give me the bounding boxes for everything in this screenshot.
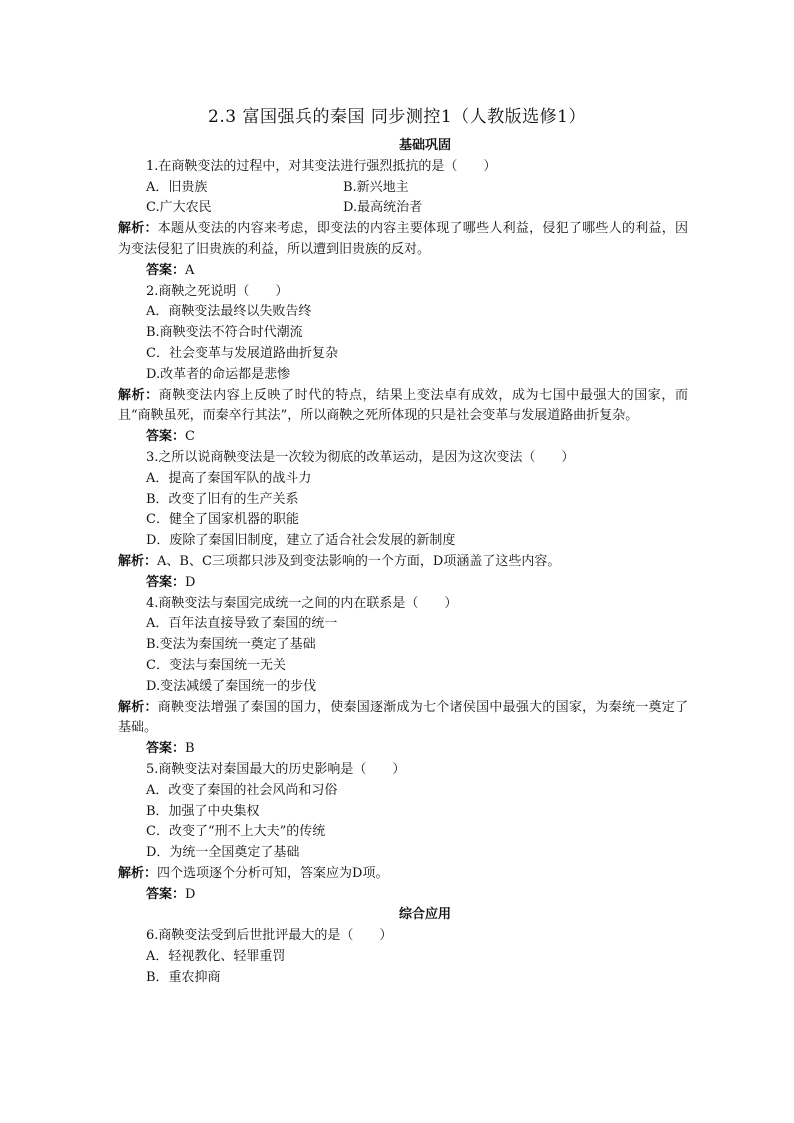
question-3-answer-value: D <box>185 574 196 590</box>
question-5-option-b: B．加强了中央集权 <box>146 803 260 819</box>
question-2-stem: 2.商鞅之死说明（ ） <box>146 283 289 299</box>
analysis-label: 解析： <box>118 699 158 715</box>
document-title: 2.3 富国强兵的秦国 同步测控1（人教版选修1） <box>208 107 586 127</box>
answer-label: 答案： <box>146 429 186 445</box>
question-1-answer <box>118 261 688 282</box>
question-1-answer-value: A <box>185 262 195 278</box>
answer-label: 答案： <box>146 262 186 278</box>
question-4-analysis-text: 商鞅变法增强了秦国的国力，使秦国逐渐成为七个诸侯国中最强大的国家，为秦统一奠定了基础。 <box>118 699 688 736</box>
question-1-analysis-text: 本题从变法的内容来考虑，即变法的内容主要体现了哪些人利益，侵犯了哪些人的利益，因为变法侵犯了旧贵族的利益，所以遭到旧贵族的反对。 <box>118 221 688 257</box>
question-6-option-a: A．轻视教化、轻罪重罚 <box>146 949 286 965</box>
question-5-analysis-text: 四个选项逐个分析可知，答案应为D项。 <box>157 865 389 881</box>
question-2-option-a: A．商鞅变法最终以失败告终 <box>146 304 312 320</box>
question-1-option-b: B.新兴地主 <box>343 179 409 195</box>
question-5-answer-value: D <box>185 886 196 902</box>
section-heading-basic: 基础巩固 <box>398 138 451 153</box>
answer-label: 答案： <box>146 741 186 757</box>
question-3-option-c: C．健全了国家机器的职能 <box>146 512 299 528</box>
question-5-option-c: C．改变了“刑不上大夫”的传统 <box>146 824 326 840</box>
question-5-stem: 5.商鞅变法对秦国最大的历史影响是（ ） <box>146 761 406 777</box>
analysis-label: 解析： <box>118 865 158 881</box>
analysis-label: 解析： <box>118 553 158 569</box>
question-2-analysis <box>118 386 688 428</box>
question-1-option-a: A．旧贵族 <box>146 179 208 195</box>
question-6-option-b: B．重农抑商 <box>146 969 221 985</box>
question-2-option-b: B.商鞅变法不符合时代潮流 <box>146 325 303 341</box>
question-2-option-c: C．社会变革与发展道路曲折复杂 <box>146 345 338 361</box>
question-2-option-d: D.改革者的命运都是悲惨 <box>146 366 291 382</box>
document-body <box>118 136 688 989</box>
question-4-stem: 4.商鞅变法与秦国完成统一之间的内在联系是（ ） <box>146 595 458 611</box>
question-1-options-row-1 <box>118 178 688 199</box>
question-4-answer-value: B <box>185 741 195 757</box>
question-3-answer <box>118 573 688 594</box>
question-6-stem: 6.商鞅变法受到后世批评最大的是（ ） <box>146 928 393 944</box>
question-5-option-d: D．为统一全国奠定了基础 <box>146 845 300 861</box>
question-3-option-a: A．提高了秦国军队的战斗力 <box>146 470 312 486</box>
question-1-option-d: D.最高统治者 <box>343 200 423 216</box>
question-1-option-c: C.广大农民 <box>146 200 212 216</box>
question-1-stem: 1.在商鞅变法的过程中，对其变法进行强烈抵抗的是（ ） <box>146 158 497 174</box>
question-4-option-d: D.变法减缓了秦国统一的步伐 <box>146 678 317 694</box>
question-1-options-row-2 <box>118 198 688 219</box>
question-4-answer <box>118 739 688 760</box>
question-3-option-d: D．废除了秦国旧制度，建立了适合社会发展的新制度 <box>146 533 456 549</box>
question-3-analysis-text: A、B、C三项都只涉及到变法影响的一个方面，D项涵盖了这些内容。 <box>157 553 561 569</box>
section-heading-applied: 综合应用 <box>398 907 451 923</box>
question-3-stem: 3.之所以说商鞅变法是一次较为彻底的改革运动，是因为这次变法（ ） <box>146 449 575 465</box>
question-5-option-a: A．改变了秦国的社会风尚和习俗 <box>146 782 338 798</box>
question-1-analysis <box>118 219 688 261</box>
question-2-answer-value: C <box>185 429 195 445</box>
analysis-label: 解析： <box>118 221 158 237</box>
answer-label: 答案： <box>146 886 186 902</box>
answer-label: 答案： <box>146 574 186 590</box>
question-4-option-a: A．百年法直接导致了秦国的统一 <box>146 616 338 632</box>
question-5-answer <box>118 885 688 906</box>
question-3-analysis <box>118 552 688 573</box>
question-4-option-b: B.变法为秦国统一奠定了基础 <box>146 637 316 653</box>
question-4-option-c: C．变法与秦国统一无关 <box>146 657 286 673</box>
question-2-answer <box>118 427 688 448</box>
question-4-analysis <box>118 698 688 740</box>
analysis-label: 解析： <box>118 387 159 403</box>
question-5-analysis <box>118 864 688 885</box>
question-2-analysis-text: 商鞅变法内容上反映了时代的特点，结果上变法卓有成效，成为七国中最强大的国家，而且“商鞅虽死，而秦卒行其法”，所以商鞅之死所体现的只是社会变革与发展道路曲折复杂。 <box>118 387 688 424</box>
question-3-option-b: B．改变了旧有的生产关系 <box>146 491 299 507</box>
